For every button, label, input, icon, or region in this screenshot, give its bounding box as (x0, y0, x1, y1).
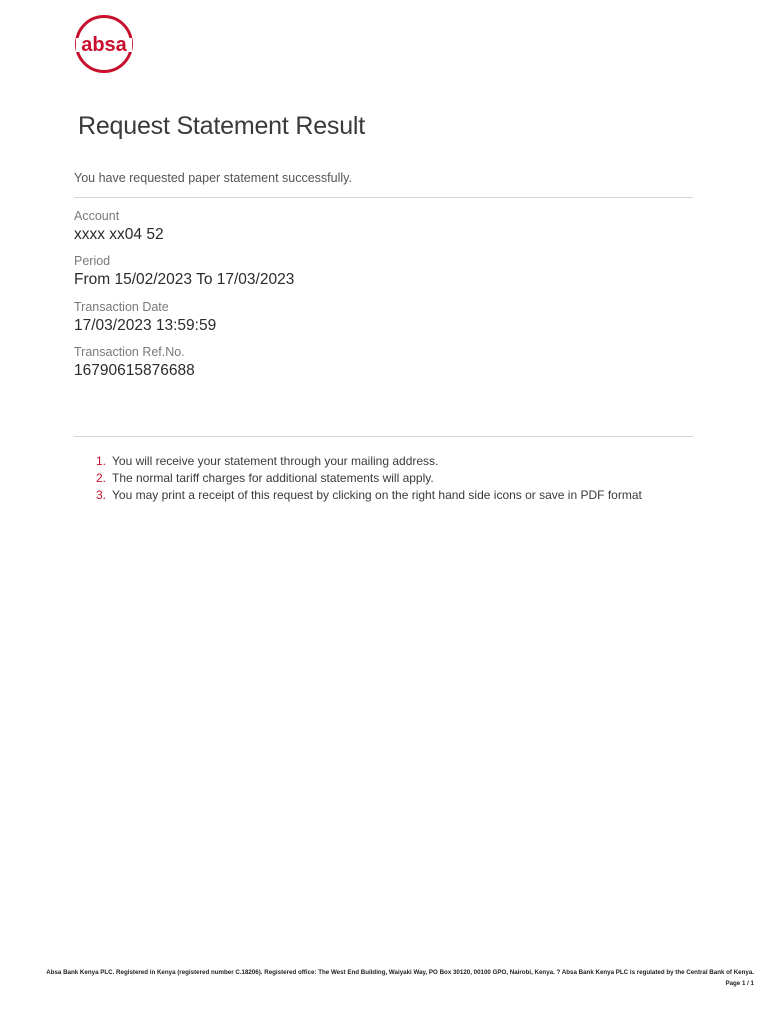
logo-text: absa (81, 34, 127, 56)
transaction-date-value: 17/03/2023 13:59:59 (74, 317, 217, 334)
legal-footer (14, 967, 754, 989)
note-text: The normal tariff charges for additional statements will apply. (112, 471, 434, 485)
transaction-date-label: Transaction Date (74, 300, 169, 314)
transaction-ref-field (74, 344, 674, 382)
period-label: Period (74, 254, 111, 268)
list-item (96, 470, 642, 487)
note-number: 3. (96, 488, 107, 502)
list-item (96, 453, 642, 470)
period-field (74, 253, 674, 291)
absa-logo (74, 14, 134, 74)
note-number: 2. (96, 471, 107, 485)
transaction-date-field (74, 299, 674, 337)
list-item (96, 487, 642, 504)
transaction-ref-value: 16790615876688 (74, 362, 195, 379)
account-label: Account (74, 209, 120, 223)
notes-list (96, 453, 642, 504)
period-value: From 15/02/2023 To 17/03/2023 (74, 271, 295, 288)
divider-top (74, 197, 693, 198)
note-number: 1. (96, 454, 107, 468)
account-value: xxxx xx04 52 (74, 226, 164, 243)
account-field (74, 208, 674, 246)
success-message: You have requested paper statement successfully. (74, 171, 352, 185)
page-number: Page 1 / 1 (725, 980, 754, 987)
note-text: You will receive your statement through your mailing address. (112, 454, 439, 468)
page-title: Request Statement Result (78, 112, 366, 140)
transaction-ref-label: Transaction Ref.No. (74, 345, 185, 359)
legal-text: Absa Bank Kenya PLC. Registered in Kenya (registered number C.18206). Registered office: The West End Building, Waiyaki Way, PO Box 30120, 00100 GPO, Nairobi, Kenya. ? Absa Bank Kenya PLC is regulated by the Central Bank of Kenya. (46, 969, 754, 976)
divider-bottom (74, 436, 693, 437)
note-text: You may print a receipt of this request by clicking on the right hand side icons or save in PDF format (112, 488, 642, 502)
absa-logo-icon (74, 14, 134, 74)
